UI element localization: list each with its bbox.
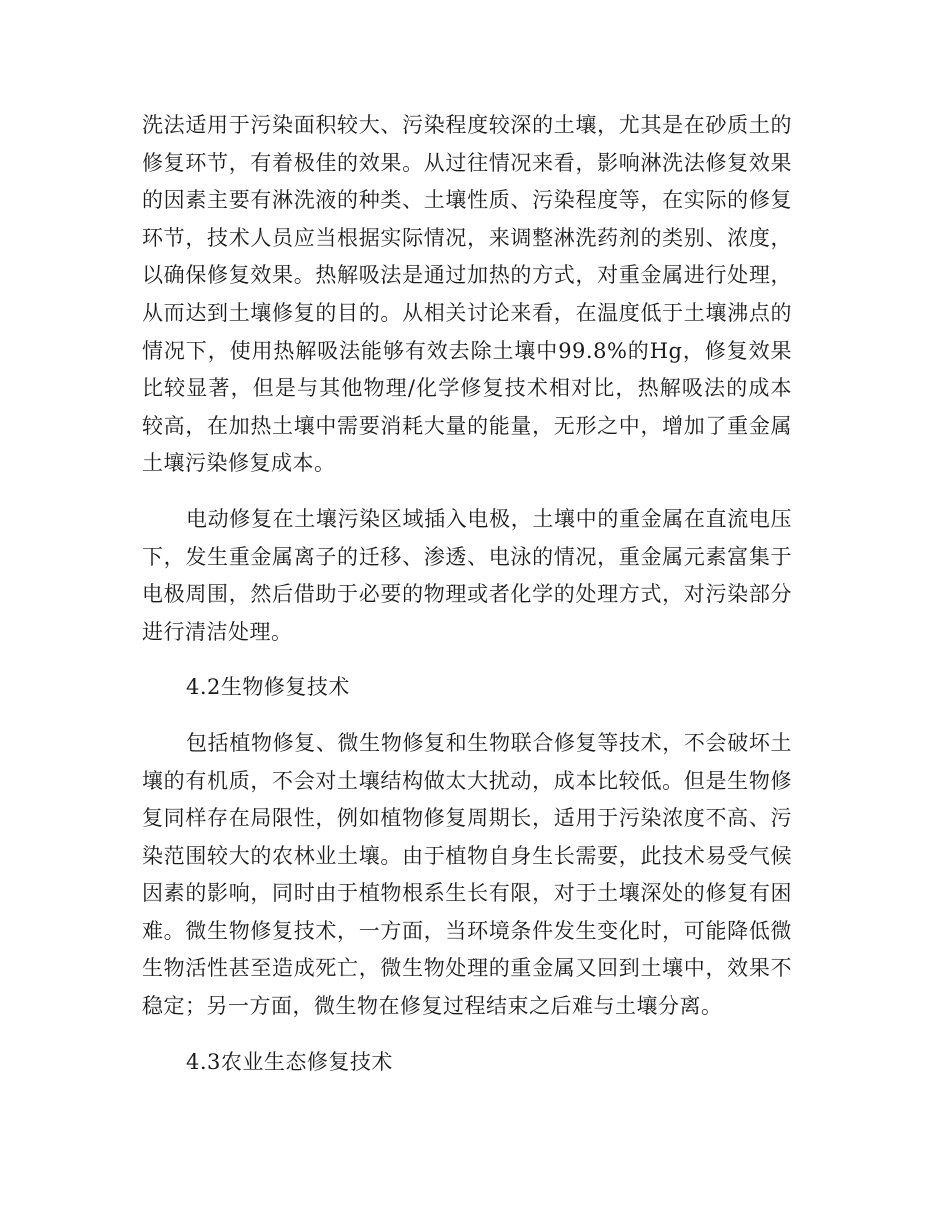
paragraph-bioremediation: 包括植物修复、微生物修复和生物联合修复等技术，不会破坏土壤的有机质，不会对土壤结构做太大扰动，成本比较低。但是生物修复同样存在局限性，例如植物修复周期长，适用于污染浓度不高、污染范围较大的农林业土壤。由于植物自身生长需要，此技术易受气候因素的影响，同时由于植物根系生长有限，对于土壤深处的修复有困难。微生物修复技术，一方面，当环境条件发生变化时，可能降低微生物活性甚至造成死亡，微生物处理的重金属又回到土壤中，效果不稳定；另一方面，微生物在修复过程结束之后难与土壤分离。 [142, 730, 792, 1019]
document-page [142, 107, 792, 1099]
section-heading-4-2: 4.2生物修复技术 [186, 675, 350, 700]
paragraph-electrokinetic: 电动修复在土壤污染区域插入电极，土壤中的重金属在直流电压下，发生重金属离子的迁移、渗透、电泳的情况，重金属元素富集于电极周围，然后借助于必要的物理或者化学的处理方式，对污染部分进行清洁处理。 [142, 506, 792, 644]
paragraph-washing-thermal: 洗法适用于污染面积较大、污染程度较深的土壤，尤其是在砂质土的修复环节，有着极佳的效果。从过往情况来看，影响淋洗法修复效果的因素主要有淋洗液的种类、土壤性质、污染程度等，在实际的修复环节，技术人员应当根据实际情况，来调整淋洗药剂的类别、浓度，以确保修复效果。热解吸法是通过加热的方式，对重金属进行处理，从而达到土壤修复的目的。从相关讨论来看，在温度低于土壤沸点的情况下，使用热解吸法能够有效去除土壤中99.8%的Hg，修复效果比较显著，但是与其他物理/化学修复技术相对比，热解吸法的成本较高，在加热土壤中需要消耗大量的能量，无形之中，增加了重金属土壤污染修复成本。 [142, 113, 792, 476]
section-heading-4-3: 4.3农业生态修复技术 [186, 1049, 393, 1074]
